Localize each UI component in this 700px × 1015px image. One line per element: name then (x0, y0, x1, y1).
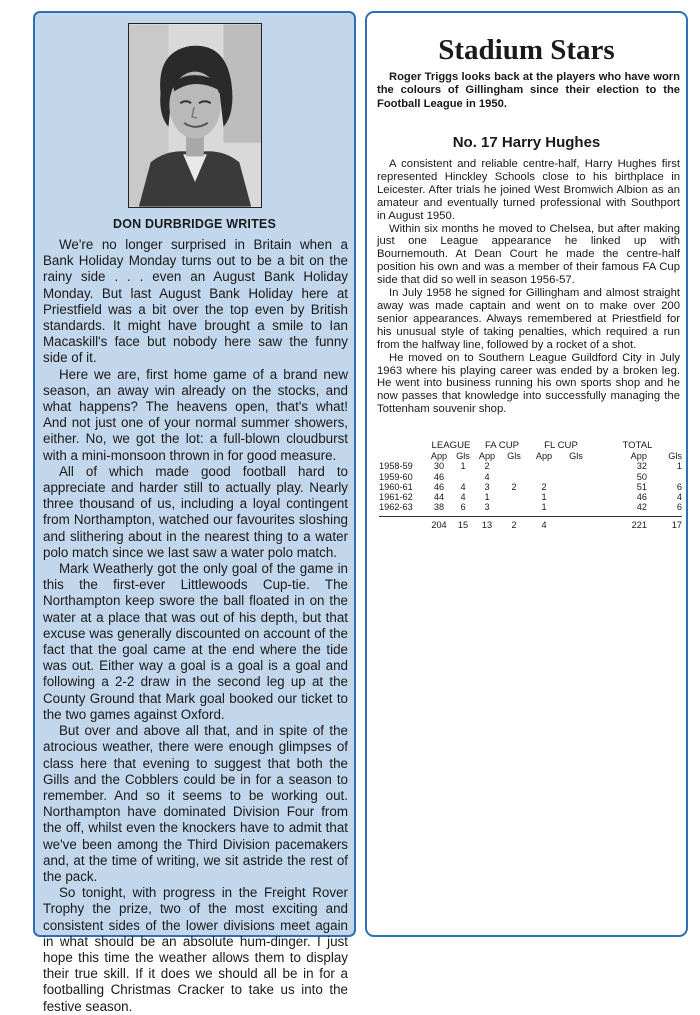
stat-cell (559, 492, 593, 502)
author-portrait (128, 23, 262, 208)
stat-cell: 50 (636, 471, 647, 482)
paragraph: But over and above all that, and in spite of the atrocious weather, there were enough glimpses of class here that evening to suggest that both the Gills and the Cobblers could be in for a season to remember. And so it seems to be working out. Northampton have dominated Division Four from the off, whilst even the knockers have to admit that we've been among the Third Division pacemakers and, at the time of writing, we sit astride the rest of the pack. (43, 723, 348, 884)
stat-cell (499, 472, 529, 482)
stat-cell: 3 (484, 502, 490, 513)
column-body (43, 237, 348, 1015)
stat-cell (529, 461, 559, 471)
season-cell: 1962-63 (379, 502, 413, 513)
stat-cell: 3 (484, 481, 490, 492)
stat-cell: 38 (433, 502, 445, 513)
don-durbridge-column (33, 11, 356, 1014)
stat-cell: 1 (541, 502, 547, 513)
season-cell: 1958-59 (379, 461, 413, 472)
stat-cell: 2 (484, 461, 490, 472)
season-cell: 1961-62 (379, 492, 413, 503)
stat-cell: 1 (676, 461, 682, 472)
total-cell: 2 (511, 520, 517, 531)
total-cell: 221 (631, 520, 647, 531)
subheader: Gls (507, 451, 521, 462)
stat-cell: 2 (541, 481, 547, 492)
paragraph: He moved on to Southern League Guildford City in July 1963 where his playing career was ended by a broken leg. He went into business running his own sports shop and he now passes that knowledge into successfully managing the Tottenham souvenir shop. (377, 351, 680, 416)
group-header: FA CUP (484, 440, 520, 451)
group-header-row (379, 441, 682, 451)
intro-paragraph: Roger Triggs looks back at the players who have worn the colours of Gillingham since their election to the Football League in 1950. (377, 71, 680, 110)
subheader: App (535, 451, 553, 462)
career-stats-table (379, 441, 682, 531)
stat-cell: 4 (460, 492, 466, 503)
totals-row (379, 517, 682, 531)
paragraph: In July 1958 he signed for Gillingham and almost straight away was made captain and went on to make over 200 senior appearances. Always remembered at Priestfield for his unusual style of taking penalties, which required a run from the halfway line, followed by a rocket of a shot. (377, 287, 680, 351)
season-cell: 1960-61 (379, 481, 413, 492)
stat-cell: 46 (636, 492, 647, 503)
table-row (379, 492, 682, 502)
stat-cell: 51 (636, 481, 647, 492)
paragraph: So tonight, with progress in the Freight Rover Trophy the prize, two of the most exciting and consistent sides of the lower divisions meet again in what should be an absolute hum-dinger. I just hope this time the weather allows them to display their true skill. If it does we should all be in for a footballing Christmas Cracker to take us into the festive season. (43, 885, 348, 1014)
stat-cell: 4 (460, 481, 466, 492)
stadium-stars-panel (365, 11, 688, 937)
stat-cell: 6 (460, 502, 466, 513)
stat-cell: 44 (433, 492, 445, 503)
group-header: FL CUP (544, 440, 578, 451)
table-row (379, 461, 682, 471)
stat-cell: 4 (676, 492, 682, 503)
stat-cell (559, 502, 593, 512)
stat-cell (499, 461, 529, 471)
stat-cell (559, 461, 593, 471)
portrait-photo (129, 24, 261, 207)
stat-cell: 1 (460, 461, 466, 472)
paragraph: Mark Weatherly got the only goal of the game in this the first-ever Littlewoods Cup-tie. The Northampton keep swore the ball floated in on the water at a place that was out of his depth, but that excuse was generally discounted on account of the fact that the goal came at the end where the tide was out. Either way a goal is a goal is a goal and following a 2-2 draw in the second leg up at the County Ground that Mark goal booked our ticket to the two games against Oxford. (43, 561, 348, 722)
stat-cell: 1 (484, 492, 490, 503)
paragraph: A consistent and reliable centre-half, Harry Hughes first represented Hinckley Schools close to his birthplace in Leicester. After trials he joined West Bromwich Albion as an amateur and eventually turned professional with Southport in August 1950. (377, 158, 680, 222)
stat-cell: 6 (676, 502, 682, 513)
stat-cell: 46 (433, 481, 445, 492)
table-row (379, 482, 682, 492)
total-cell: 204 (431, 520, 447, 531)
column-heading: DON DURBRIDGE WRITES (112, 217, 277, 231)
stat-cell: 4 (484, 471, 490, 482)
subheader: Gls (668, 451, 682, 462)
total-cell: 13 (481, 520, 493, 531)
total-cell: 4 (541, 520, 547, 531)
table-row (379, 472, 682, 482)
paragraph: We're no longer surprised in Britain when a Bank Holiday Monday turns out to be a bit on the rainy side . . . even an August Bank Holiday Monday. But last August Bank Holiday here at Priestfield was a bit over the top even by British standards. It might have brought a smile to Ian Macaskill's face but nobody here saw the funny side of it. (43, 237, 348, 366)
stat-cell (647, 472, 682, 482)
article-heading: No. 17 Harry Hughes (452, 134, 601, 151)
season-cell: 1959-60 (379, 471, 413, 482)
subheader: Gls (456, 451, 470, 462)
article-body (377, 158, 680, 416)
subheader: App (630, 451, 647, 462)
total-cell: 17 (671, 520, 682, 531)
paragraph: All of which made good football hard to appreciate and harder still to actually play. Nearly three thousand of us, including a loyal contingent from Northampton, watched our favourites sloshing and slithering about in the nearest thing to a water polo match since we last saw a water polo match. (43, 463, 348, 560)
stat-cell (499, 492, 529, 502)
subheader-row (379, 451, 682, 461)
stat-cell: 32 (636, 461, 647, 472)
page-title: Stadium Stars (438, 34, 615, 66)
stat-cell: 6 (676, 481, 682, 492)
total-cell: 15 (457, 520, 469, 531)
stat-cell (559, 472, 593, 482)
stat-cell (559, 482, 593, 492)
stat-cell (529, 472, 559, 482)
paragraph: Here we are, first home game of a brand new season, an away win already on the stocks, and what happens? The heavens open, that's what! And not just one of your normal summer showers, either. No, we got the lot: a full-blown cloudburst with a mini-monsoon thrown in for good measure. (43, 366, 348, 463)
table-row (379, 502, 682, 512)
intro-text (377, 71, 680, 111)
stat-cell: 1 (541, 492, 547, 503)
stat-cell: 2 (511, 481, 517, 492)
paragraph: Within six months he moved to Chelsea, but after making just one League appearance he linked up with Bournemouth. At Dean Court he made the centre-half position his own and was a member of their famous FA Cup side that did so well in season 1956-57. (377, 222, 680, 287)
subheader: App (430, 451, 448, 462)
group-header: TOTAL (622, 440, 653, 451)
total-cell (559, 517, 593, 531)
stat-cell (499, 502, 529, 512)
subheader: Gls (569, 451, 583, 462)
stat-cell: 46 (433, 471, 445, 482)
stat-cell: 30 (433, 461, 445, 472)
stat-cell: 42 (636, 502, 647, 513)
subheader: App (478, 451, 496, 462)
group-header: LEAGUE (431, 440, 471, 451)
stat-cell (451, 472, 475, 482)
